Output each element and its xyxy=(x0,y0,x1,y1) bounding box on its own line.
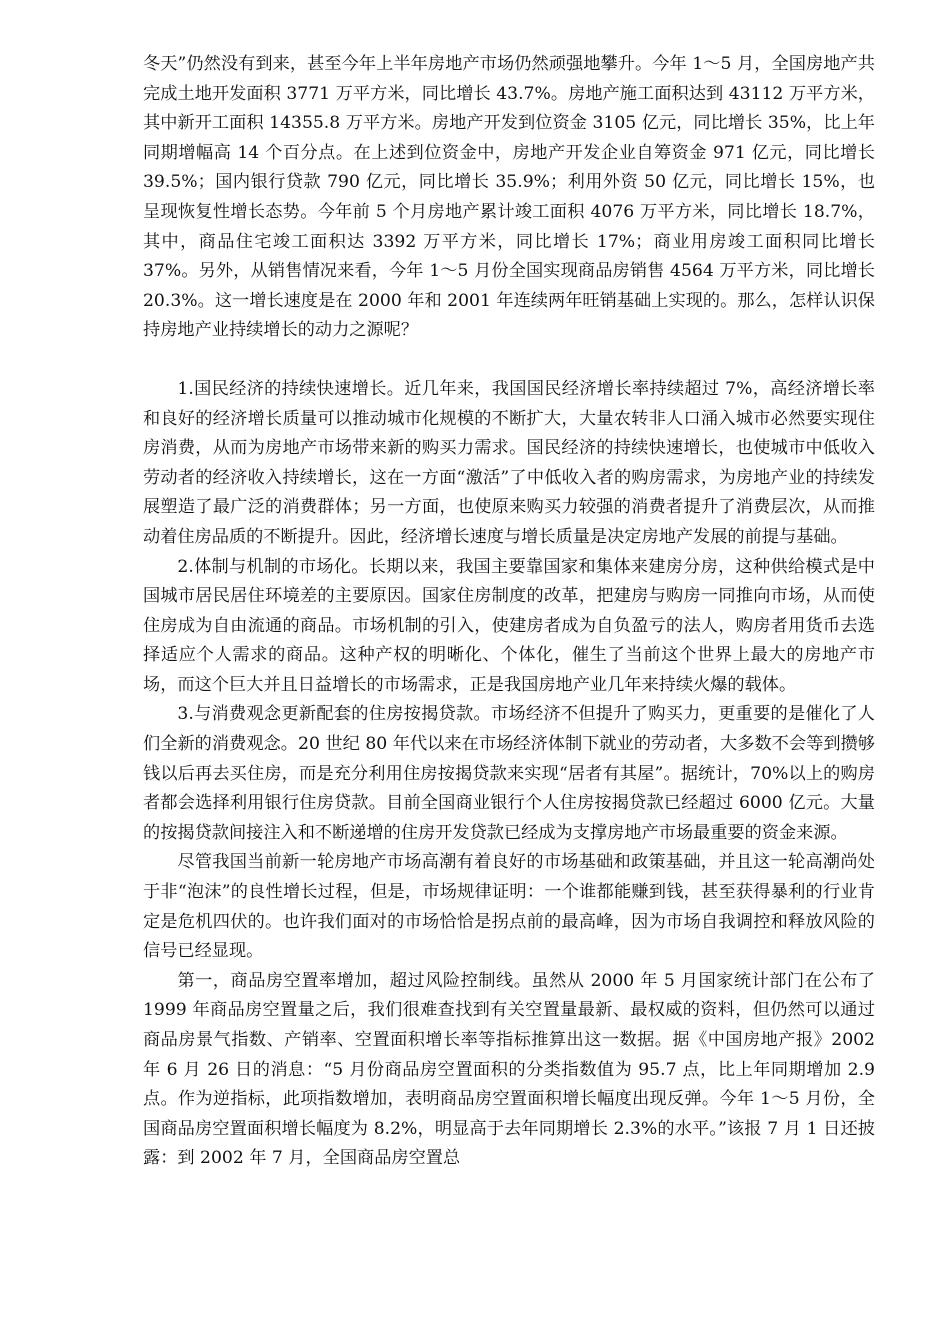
paragraph-gap xyxy=(143,346,875,375)
paragraph-point-3-mortgage: 3.与消费观念更新配套的住房按揭贷款。市场经济不但提升了购买力，更重要的是催化了人们全新的消费观念。20 世纪 80 年代以来在市场经济体制下就业的劳动者，大多数不会等到攒够钱以后再去买住房，而是充分利用住房按揭贷款来实现“居者有其屋”。据统计，70%以上的购房者都会选择利用银行住房贷款。目前全国商业银行个人住房按揭贷款已经超过 6000 亿元。大量的按揭贷款间接注入和不断递增的住房开发贷款已经成为支撑房地产市场最重要的资金来源。 xyxy=(143,704,875,843)
paragraph-point-2-market-system: 2.体制与机制的市场化。长期以来，我国主要靠国家和集体来建房分房，这种供给模式是中国城市居民居住环境差的主要原因。国家住房制度的改革，把建房与购房一同推向市场，从而使住房成为自由流通的商品。市场机制的引入，使建房者成为自负盈亏的法人，购房者用货币去选择适应个人需求的商品。这种产权的明晰化、个体化，催生了当前这个世界上最大的房地产市场，而这个巨大并且日益增长的市场需求，正是我国房地产业几年来持续火爆的载体。 xyxy=(143,556,875,695)
paragraph-point-1-economy: 1.国民经济的持续快速增长。近几年来，我国国民经济增长率持续超过 7%，高经济增长率和良好的经济增长质量可以推动城市化规模的不断扩大，大量农转非人口涌入城市必然要实现住房消费，从而为房地产市场带来新的购买力需求。国民经济的持续快速增长，也使城市中低收入劳动者的经济收入持续增长，这在一方面“激活”了中低收入者的购房需求，为房地产业的持续发展塑造了最广泛的消费群体；另一方面，也使原来购买力较强的消费者提升了消费层次，从而推动着住房品质的不断提升。因此，经济增长速度与增长质量是决定房地产发展的前提与基础。 xyxy=(143,378,875,547)
paragraph-risk-warning: 尽管我国当前新一轮房地产市场高潮有着良好的市场基础和政策基础，并且这一轮高潮尚处于非“泡沫”的良性增长过程，但是，市场规律证明：一个谁都能赚到钱，甚至获得暴利的行业肯定是危机四伏的。也许我们面对的市场恰恰是拐点前的最高峰，因为市场自我调控和释放风险的信号已经显现。 xyxy=(143,852,875,962)
paragraph-market-growth: 冬天”仍然没有到来，甚至今年上半年房地产市场仍然顽强地攀升。今年 1～5 月，全国房地产共完成土地开发面积 3771 万平方米，同比增长 43.7%。房地产施工面积达到 43112 万平方米，其中新开工面积 14355.8 万平方米。房地产开发到位资金 3105 亿元，同比增长 35%，比上年同期增幅高 14 个百分点。在上述到位资金中，房地产开发企业自筹资金 971 亿元，同比增长 39.5%；国内银行贷款 790 亿元，同比增长 35.9%；利用外资 50 亿元，同比增长 15%，也呈现恢复性增长态势。今年前 5 个月房地产累计竣工面积 4076 万平方米，同比增长 18.7%，其中，商品住宅竣工面积达 3392 万平方米，同比增长 17%；商业用房竣工面积同比增长 37%。另外，从销售情况来看，今年 1～5 月份全国实现商品房销售 4564 万平方米，同比增长 20.3%。这一增长速度是在 2000 年和 2001 年连续两年旺销基础上实现的。那么，怎样认识保持房地产业持续增长的动力之源呢？ xyxy=(143,54,875,341)
paragraph-vacancy-rate: 第一，商品房空置率增加，超过风险控制线。虽然从 2000 年 5 月国家统计部门在公布了 1999 年商品房空置量之后，我们很难查找到有关空置量最新、最权威的资料，但仍然可以通过商品房景气指数、产销率、空置面积增长率等指标推算出这一数据。据《中国房地产报》2002 年 6 月 26 日的消息：“5 月份商品房空置面积的分类指数值为 95.7 点，比上年同期增加 2.9 点。作为逆指标，此项指数增加，表明商品房空置面积增长幅度出现反弹。今年 1～5 月份，全国商品房空置面积增长幅度为 8.2%，明显高于去年同期增长 2.3%的水平。”该报 7 月 1 日还披露：到 2002 年 7 月，全国商品房空置总 xyxy=(143,970,875,1169)
document-page xyxy=(143,50,875,1174)
